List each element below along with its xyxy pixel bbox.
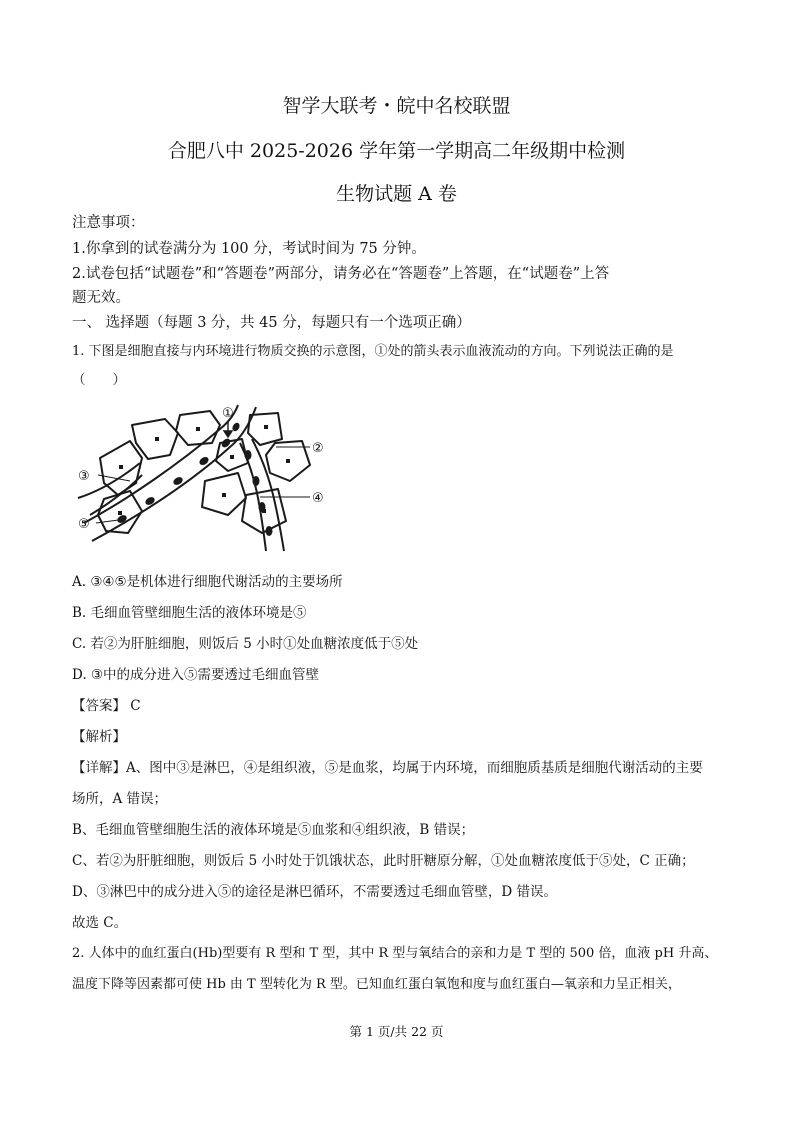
q1-detail-line2: 场所，A 错误； (72, 791, 168, 807)
figure-label-5: ⑤ (78, 517, 90, 532)
red-blood-cell (245, 450, 252, 460)
q1-detail-line1: 【详解】A、图中③是淋巴，④是组织液，⑤是血浆，均属于内环境，而细胞质基质是细胞代谢活动的主要 (72, 760, 703, 776)
exam-title: 生物试题 A 卷 (336, 183, 457, 205)
q1-option-b: B. 毛细血管壁细胞生活的液体环境是⑤ (72, 605, 307, 621)
cell-nucleus (196, 427, 200, 431)
q1-answer-bracket: （ ） (72, 372, 126, 388)
q1-detail-line4: C、若②为肝脏细胞，则饭后 5 小时处于饥饿状态，此时肝糖原分解，①处血糖浓度低于⑤处，C 正确； (72, 853, 695, 869)
cell-nucleus (222, 493, 226, 497)
section-heading: 一、 选择题（每题 3 分，共 45 分，每题只有一个选项正确） (72, 315, 471, 331)
exam-header-line1: 智学大联考・皖中名校联盟 (282, 95, 511, 117)
capillary-wall (84, 405, 238, 523)
answer-tag: 【答案】 (72, 698, 126, 714)
figure-label-1: ① (222, 406, 234, 421)
cell-nucleus (155, 437, 159, 441)
cell-nucleus (230, 455, 234, 459)
notes-item-2-line1: 2.试卷包括“试题卷”和“答题卷”两部分，请务必在“答题卷”上答题，在“试题卷”上答 (72, 266, 610, 282)
figure-label-3: ③ (78, 469, 90, 484)
q1-option-d: D. ③中的成分进入⑤需要透过毛细血管壁 (72, 667, 320, 683)
red-blood-cell (266, 526, 273, 536)
cell-nucleus (286, 459, 290, 463)
exam-header-line2: 合肥八中 2025-2026 学年第一学期高二年级期中检测 (167, 140, 626, 162)
red-blood-cell (116, 513, 128, 524)
cell-nucleus (119, 465, 123, 469)
q2-stem-line1: 2. 人体中的血红蛋白(Hb)型要有 R 型和 T 型，其中 R 型与氧结合的亲和力是 T 型的 500 倍，血液 pH 升高、 (72, 946, 718, 961)
page-footer: 第 1 页/共 22 页 (349, 1024, 444, 1039)
figure-label-2: ② (312, 441, 324, 456)
q1-detail-line3: B、毛细血管壁细胞生活的液体环境是⑤血浆和④组织液，B 错误； (72, 822, 475, 838)
answer-value: C (130, 698, 141, 714)
q1-detail-line5: D、③淋巴中的成分进入⑤的途径是淋巴循环，不需要透过毛细血管壁，D 错误。 (72, 884, 557, 900)
q2-stem-line2: 温度下降等因素都可使 Hb 由 T 型转化为 R 型。已知血红蛋白氧饱和度与血红蛋白—氧亲和力呈正相关， (72, 977, 681, 992)
notes-item-2-line2: 题无效。 (72, 290, 130, 306)
figure-label-4: ④ (312, 491, 324, 506)
q1-option-c: C. 若②为肝脏细胞，则饭后 5 小时①处血糖浓度低于⑤处 (72, 636, 419, 652)
notes-item-1: 1.你拿到的试卷满分为 100 分，考试时间为 75 分钟。 (72, 241, 426, 257)
notes-heading: 注意事项： (72, 215, 145, 231)
analysis-tag: 【解析】 (72, 729, 126, 745)
q1-conclusion: 故选 C。 (72, 915, 128, 931)
q1-answer-line (72, 698, 141, 714)
cell-nucleus (264, 425, 268, 429)
cell-nucleus (262, 509, 266, 513)
q1-stem-line1: 1. 下图是细胞直接与内环境进行物质交换的示意图，①处的箭头表示血液流动的方向。下列说法正确的是 (72, 344, 674, 359)
red-blood-cell (253, 476, 260, 486)
q1-option-a: A. ③④⑤是机体进行细胞代谢活动的主要场所 (72, 574, 343, 590)
q1-figure-diagram (70, 403, 340, 553)
blood-flow-arrow-head (224, 431, 232, 437)
cell-nucleus (118, 511, 122, 515)
